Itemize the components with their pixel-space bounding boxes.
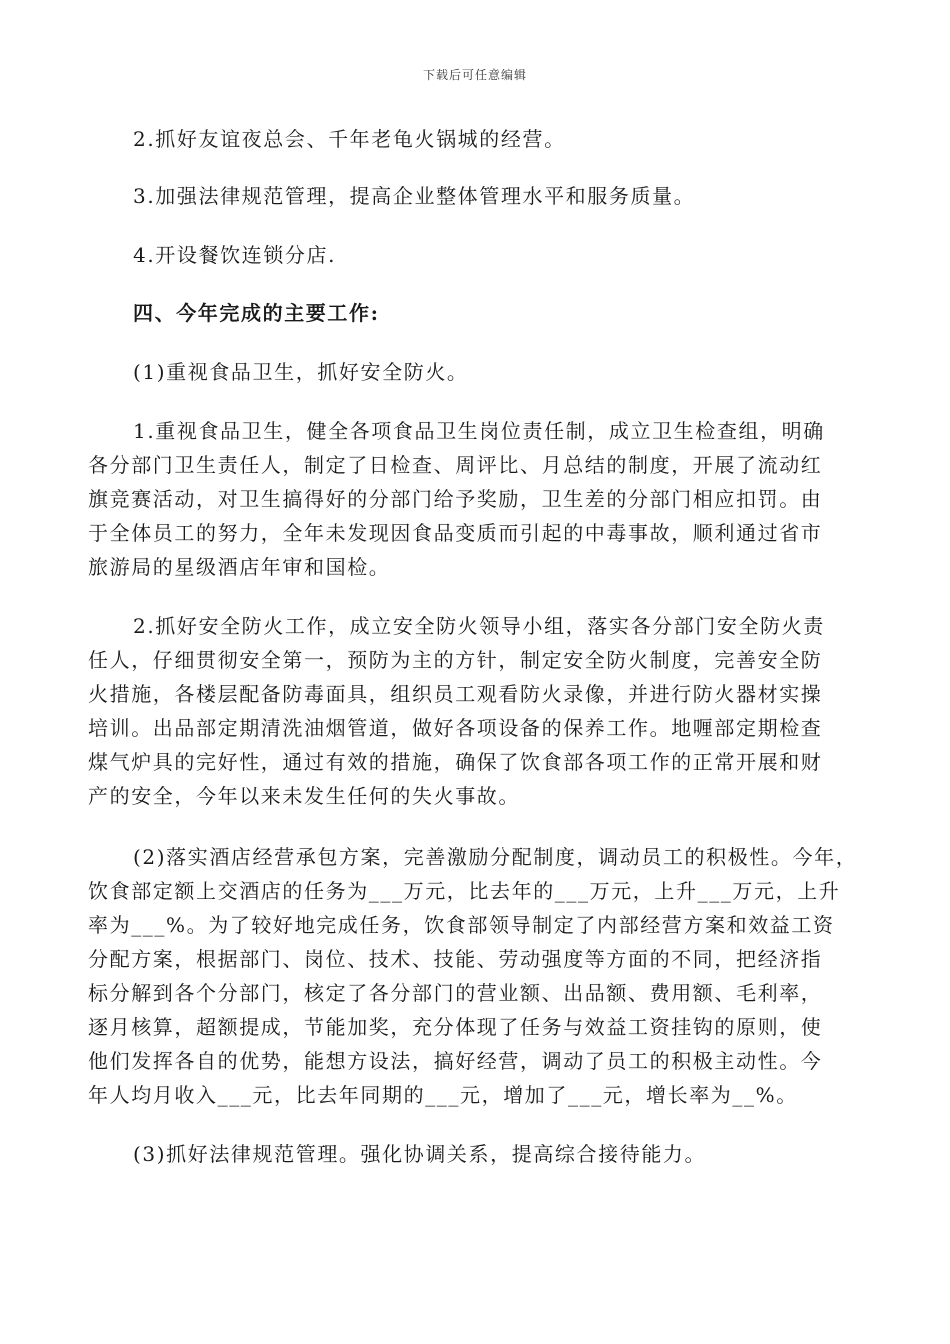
paragraph-line: 1.重视食品卫生，健全各项食品卫生岗位责任制，成立卫生检查组，明确 [133, 419, 825, 443]
paragraph-line: 火措施，各楼层配备防毒面具，组织员工观看防火录像，并进行防火器材实操 [88, 682, 823, 706]
paragraph-line: 率为___%。为了较好地完成任务，饮食部领导制定了内部经营方案和效益工资 [88, 913, 835, 937]
list-item: 2.抓好友谊夜总会、千年老龟火锅城的经营。 [133, 127, 566, 151]
paragraph-line: 培训。出品部定期清洗油烟管道，做好各项设备的保养工作。地喱部定期检查 [88, 716, 823, 740]
list-item: 4.开设餐饮连锁分店. [133, 243, 337, 267]
paragraph-line: 饮食部定额上交酒店的任务为___万元，比去年的___万元，上升___万元，上升 [88, 879, 841, 903]
list-item: 3.加强法律规范管理，提高企业整体管理水平和服务质量。 [133, 184, 696, 208]
subsection-heading: (3)抓好法律规范管理。强化协调关系，提高综合接待能力。 [133, 1142, 707, 1166]
paragraph-line: 煤气炉具的完好性，通过有效的措施，确保了饮食部各项工作的正常开展和财 [88, 750, 823, 774]
paragraph-line: 2.抓好安全防火工作，成立安全防火领导小组，落实各分部门安全防火责 [133, 614, 825, 638]
paragraph-line: (2)落实酒店经营承包方案，完善激励分配制度，调动员工的积极性。今年， [133, 845, 858, 869]
paragraph-line: 逐月核算，超额提成，节能加奖，充分体现了任务与效益工资挂钩的原则，使 [88, 1015, 823, 1039]
paragraph-line: 旅游局的星级酒店年审和国检。 [88, 555, 391, 579]
subsection-heading: (1)重视食品卫生，抓好安全防火。 [133, 360, 469, 384]
paragraph-line: 任人，仔细贯彻安全第一，预防为主的方针，制定安全防火制度，完善安全防 [88, 648, 823, 672]
paragraph-line: 产的安全，今年以来未发生任何的失火事故。 [88, 784, 520, 808]
paragraph-line: 于全体员工的努力，全年未发现因食品变质而引起的中毒事故，顺利通过省市 [88, 521, 823, 545]
paragraph-line: 年人均月收入___元，比去年同期的___元，增加了___元，增长率为__%。 [88, 1083, 798, 1107]
paragraph-line: 旗竞赛活动，对卫生搞得好的分部门给予奖励，卫生差的分部门相应扣罚。由 [88, 487, 823, 511]
paragraph-line: 标分解到各个分部门，核定了各分部门的营业额、出品额、费用额、毛利率， [88, 981, 823, 1005]
paragraph-line: 分配方案，根据部门、岗位、技术、技能、劳动强度等方面的不同，把经济指 [88, 947, 823, 971]
paragraph-line: 他们发挥各自的优势，能想方设法，搞好经营，调动了员工的积极主动性。今 [88, 1049, 823, 1073]
page-header: 下载后可任意编辑 [422, 68, 527, 82]
paragraph-line: 各分部门卫生责任人，制定了日检查、周评比、月总结的制度，开展了流动红 [88, 453, 823, 477]
section-heading: 四、今年完成的主要工作: [133, 301, 380, 325]
